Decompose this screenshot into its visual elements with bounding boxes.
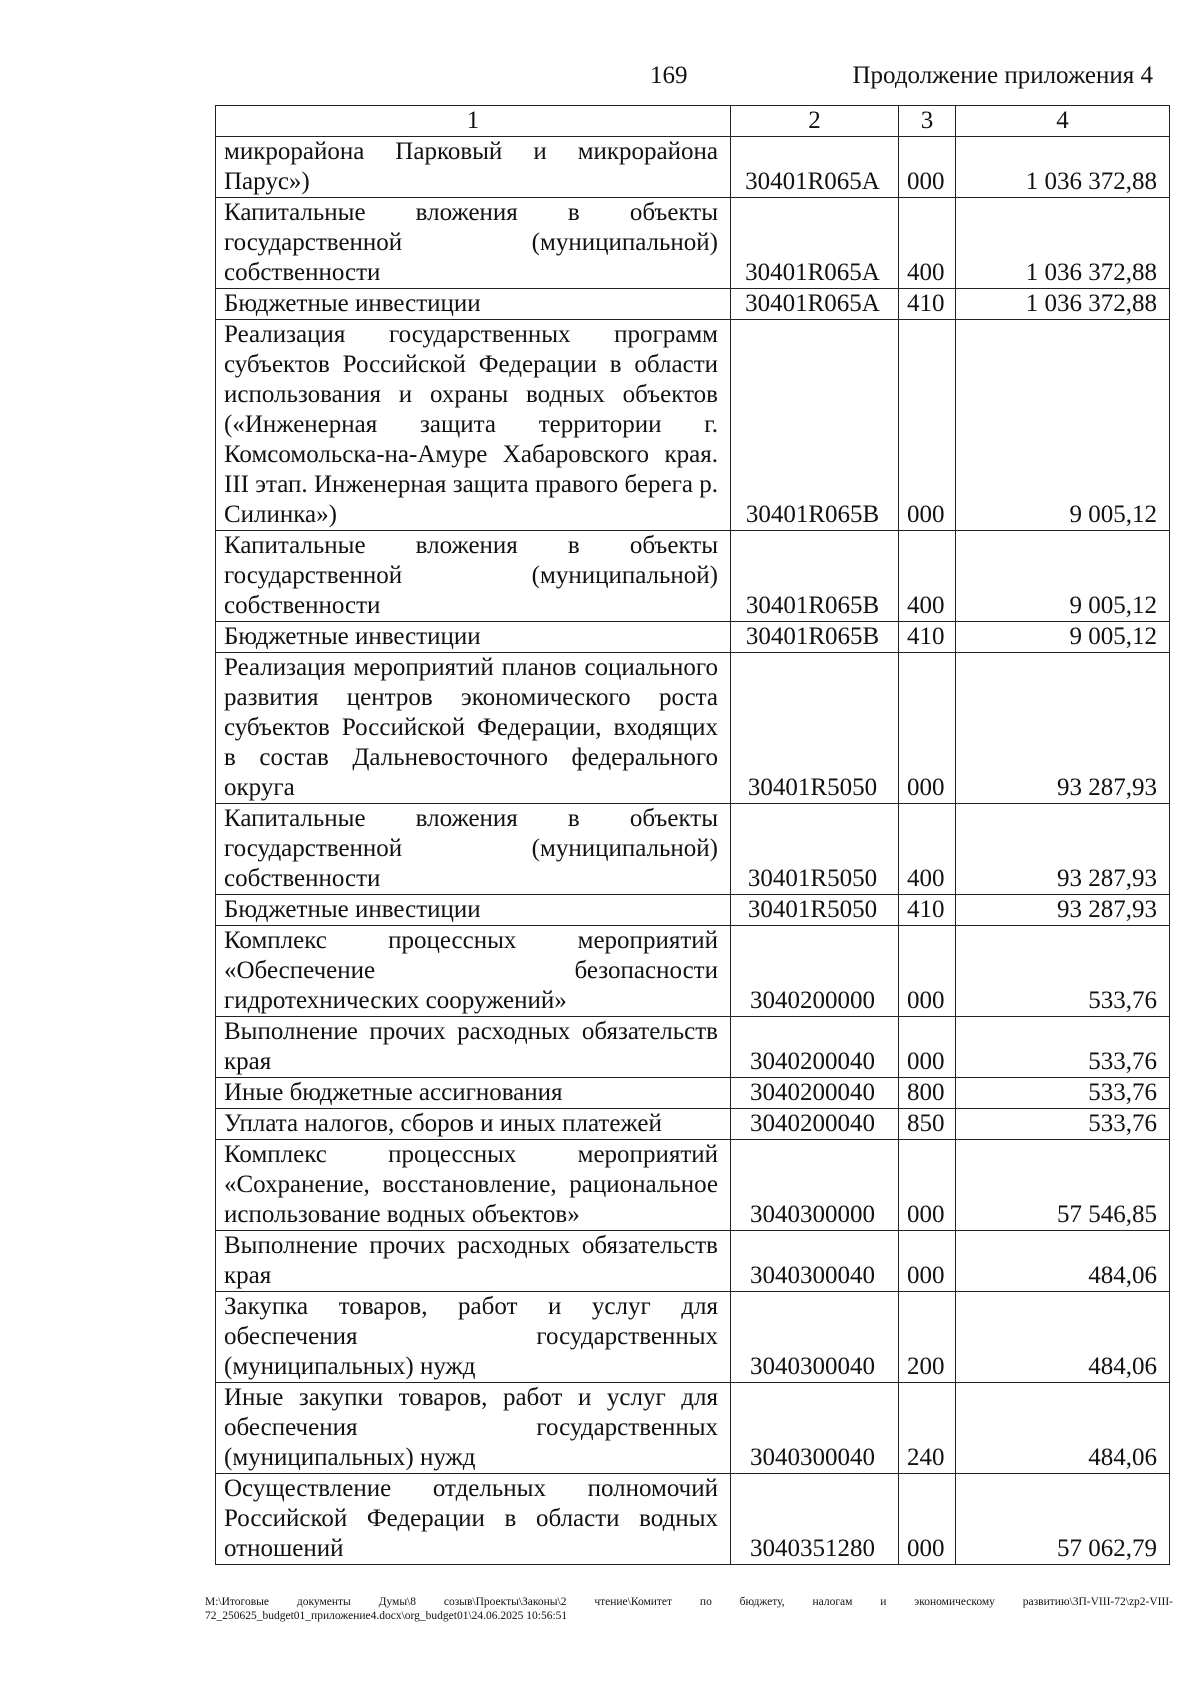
row-target-code: 3040200040 (731, 1017, 899, 1078)
row-amount: 533,76 (956, 1109, 1170, 1140)
column-header-2: 2 (731, 106, 899, 137)
row-amount: 1 036 372,88 (956, 198, 1170, 289)
appendix-continuation-note: Продолжение приложения 4 (852, 62, 1153, 89)
row-name: Капитальные вложения в объекты государственной (муниципальной) собственности (216, 531, 731, 622)
row-target-code: 30401R065B (731, 531, 899, 622)
row-amount: 9 005,12 (956, 320, 1170, 531)
table-row (216, 1078, 1170, 1109)
row-name: Комплекс процессных мероприятий «Сохранение, восстановление, рациональное использование водных объектов» (216, 1140, 731, 1231)
row-target-code: 30401R5050 (731, 804, 899, 895)
row-target-code: 3040200040 (731, 1109, 899, 1140)
row-name: Капитальные вложения в объекты государственной (муниципальной) собственности (216, 804, 731, 895)
table-row (216, 653, 1170, 804)
row-expense-type: 000 (899, 320, 956, 531)
row-amount: 93 287,93 (956, 653, 1170, 804)
row-target-code: 3040351280 (731, 1474, 899, 1565)
budget-table (215, 105, 1170, 1565)
row-expense-type: 850 (899, 1109, 956, 1140)
table-row (216, 1017, 1170, 1078)
row-name: Реализация государственных программ субъектов Российской Федерации в области использования и охраны водных объектов («Инженерная защита территории г. Комсомольска-на-Амуре Хабаровского края. III этап. Инженерная защита правого берега р. Силинка») (216, 320, 731, 531)
row-target-code: 30401R5050 (731, 653, 899, 804)
row-target-code: 3040300040 (731, 1231, 899, 1292)
table-row (216, 1383, 1170, 1474)
row-amount: 533,76 (956, 1017, 1170, 1078)
table-row (216, 320, 1170, 531)
row-amount: 93 287,93 (956, 804, 1170, 895)
column-header-1: 1 (216, 106, 731, 137)
row-expense-type: 410 (899, 895, 956, 926)
row-amount: 484,06 (956, 1231, 1170, 1292)
row-target-code: 3040300040 (731, 1292, 899, 1383)
row-target-code: 3040200000 (731, 926, 899, 1017)
row-expense-type: 000 (899, 1017, 956, 1078)
row-amount: 57 546,85 (956, 1140, 1170, 1231)
table-row (216, 1140, 1170, 1231)
row-amount: 484,06 (956, 1383, 1170, 1474)
table-row (216, 1231, 1170, 1292)
row-target-code: 3040300040 (731, 1383, 899, 1474)
row-target-code: 30401R065B (731, 622, 899, 653)
row-expense-type: 000 (899, 1140, 956, 1231)
table-row (216, 622, 1170, 653)
row-target-code: 30401R5050 (731, 895, 899, 926)
row-expense-type: 000 (899, 653, 956, 804)
row-name: Бюджетные инвестиции (216, 622, 731, 653)
row-expense-type: 000 (899, 137, 956, 198)
table-row (216, 137, 1170, 198)
row-amount: 1 036 372,88 (956, 289, 1170, 320)
row-target-code: 3040300000 (731, 1140, 899, 1231)
row-name: Бюджетные инвестиции (216, 895, 731, 926)
row-name: Выполнение прочих расходных обязательств края (216, 1231, 731, 1292)
row-name: Реализация мероприятий планов социального развития центров экономического роста субъектов Российской Федерации, входящих в состав Дальневосточного федерального округа (216, 653, 731, 804)
page-number: 169 (650, 62, 688, 89)
table-row (216, 804, 1170, 895)
row-expense-type: 400 (899, 531, 956, 622)
row-amount: 484,06 (956, 1292, 1170, 1383)
row-expense-type: 400 (899, 198, 956, 289)
column-header-3: 3 (899, 106, 956, 137)
row-name: микрорайона Парковый и микрорайона Парус») (216, 137, 731, 198)
row-name: Бюджетные инвестиции (216, 289, 731, 320)
table-row (216, 1292, 1170, 1383)
row-amount: 533,76 (956, 926, 1170, 1017)
row-name: Комплекс процессных мероприятий «Обеспечение безопасности гидротехнических сооружений» (216, 926, 731, 1017)
row-name: Капитальные вложения в объекты государственной (муниципальной) собственности (216, 198, 731, 289)
row-target-code: 30401R065B (731, 320, 899, 531)
row-amount: 1 036 372,88 (956, 137, 1170, 198)
row-expense-type: 000 (899, 1474, 956, 1565)
row-name: Выполнение прочих расходных обязательств края (216, 1017, 731, 1078)
row-expense-type: 410 (899, 289, 956, 320)
row-name: Закупка товаров, работ и услуг для обеспечения государственных (муниципальных) нужд (216, 1292, 731, 1383)
row-amount: 9 005,12 (956, 622, 1170, 653)
table-row (216, 289, 1170, 320)
row-name: Уплата налогов, сборов и иных платежей (216, 1109, 731, 1140)
row-expense-type: 200 (899, 1292, 956, 1383)
row-amount: 57 062,79 (956, 1474, 1170, 1565)
row-name: Иные бюджетные ассигнования (216, 1078, 731, 1109)
row-target-code: 30401R065A (731, 289, 899, 320)
row-expense-type: 400 (899, 804, 956, 895)
row-name: Иные закупки товаров, работ и услуг для обеспечения государственных (муниципальных) нужд (216, 1383, 731, 1474)
row-target-code: 3040200040 (731, 1078, 899, 1109)
row-amount: 9 005,12 (956, 531, 1170, 622)
row-expense-type: 800 (899, 1078, 956, 1109)
document-file-path-footer: M:\Итоговые документы Думы\8 созыв\Проекты\Законы\2 чтение\Комитет по бюджету, налогам и экономическому развитию\3П-VIII-72\zp2-VIII-72_250625_budget01_приложение4.docx\org_budget01\24.06.2025 10:56:51 (205, 1596, 1173, 1622)
row-amount: 533,76 (956, 1078, 1170, 1109)
row-expense-type: 000 (899, 926, 956, 1017)
row-target-code: 30401R065A (731, 137, 899, 198)
table-row (216, 531, 1170, 622)
row-expense-type: 410 (899, 622, 956, 653)
table-row (216, 198, 1170, 289)
table-row (216, 895, 1170, 926)
table-row (216, 1474, 1170, 1565)
row-target-code: 30401R065A (731, 198, 899, 289)
row-expense-type: 000 (899, 1231, 956, 1292)
row-name: Осуществление отдельных полномочий Российской Федерации в области водных отношений (216, 1474, 731, 1565)
row-amount: 93 287,93 (956, 895, 1170, 926)
column-header-4: 4 (956, 106, 1170, 137)
table-row (216, 926, 1170, 1017)
column-number-row (216, 106, 1170, 137)
table-row (216, 1109, 1170, 1140)
row-expense-type: 240 (899, 1383, 956, 1474)
